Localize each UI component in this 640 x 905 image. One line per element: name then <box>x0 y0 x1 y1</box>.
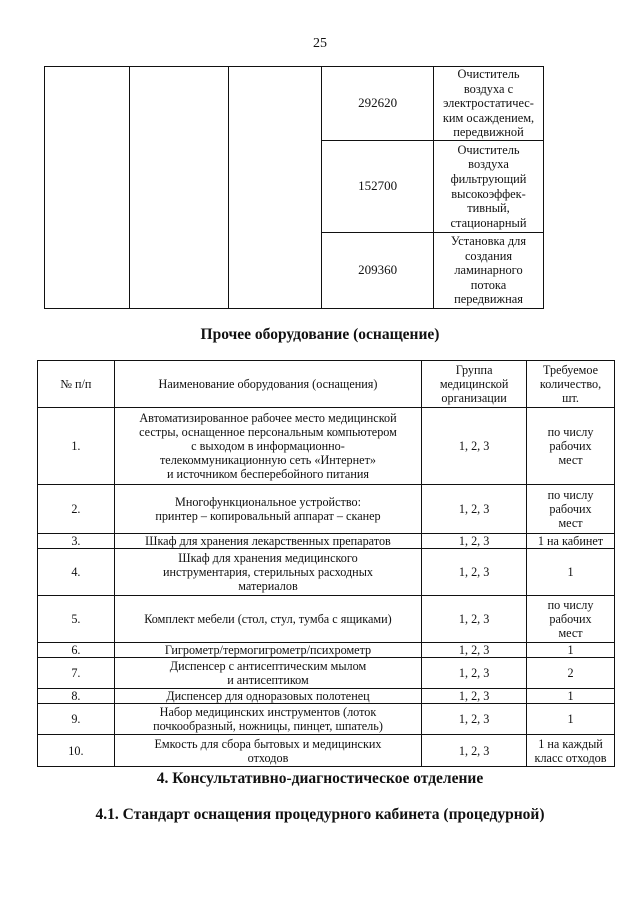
equipment-code: 209360 <box>322 233 434 309</box>
table-row <box>38 658 615 689</box>
row-num: 7. <box>38 658 115 689</box>
equipment-code: 152700 <box>322 141 434 233</box>
page-number: 25 <box>313 36 327 51</box>
row-group: 1, 2, 3 <box>422 735 527 767</box>
header-name: Наименование оборудования (оснащения) <box>114 361 421 408</box>
row-num: 10. <box>38 735 115 767</box>
row-num: 5. <box>38 596 115 643</box>
row-group: 1, 2, 3 <box>422 549 527 596</box>
row-group: 1, 2, 3 <box>422 689 527 704</box>
equipment-name: Очиститель воздуха с электростатичес- ким осаждением, передвижной <box>434 67 544 141</box>
other-equipment-table <box>37 360 615 767</box>
row-name: Автоматизированное рабочее место медицинской сестры, оснащенное персональным компьютером с выходом в информационно- телекоммуникационную сеть «Интернет» и источником бесперебойного питания <box>114 408 421 485</box>
row-name: Емкость для сбора бытовых и медицинских отходов <box>114 735 421 767</box>
row-name: Набор медицинских инструментов (лоток почкообразный, ножницы, пинцет, шпатель) <box>114 704 421 735</box>
table-row <box>38 534 615 549</box>
equipment-name: Установка для создания ламинарного потока передвижная <box>434 233 544 309</box>
row-qty: 1 на кабинет <box>527 534 615 549</box>
row-num: 2. <box>38 485 115 534</box>
table-row <box>38 643 615 658</box>
row-qty: 1 <box>527 643 615 658</box>
equipment-continuation-table <box>44 66 544 309</box>
row-group: 1, 2, 3 <box>422 485 527 534</box>
table-row <box>38 735 615 767</box>
row-qty: 1 <box>527 704 615 735</box>
empty-cell <box>129 67 229 309</box>
row-name: Многофункциональное устройство: принтер – копировальный аппарат – сканер <box>114 485 421 534</box>
row-qty: 1 <box>527 689 615 704</box>
row-qty: 1 на каждый класс отходов <box>527 735 615 767</box>
section-title-consultative: 4. Консультативно-диагностическое отделение <box>156 770 484 787</box>
section-title-procedure-room: 4.1. Стандарт оснащения процедурного кабинета (процедурной) <box>95 806 545 823</box>
row-qty: 2 <box>527 658 615 689</box>
row-num: 4. <box>38 549 115 596</box>
equipment-code: 292620 <box>322 67 434 141</box>
row-name: Диспенсер с антисептическим мылом и антисептиком <box>114 658 421 689</box>
row-num: 3. <box>38 534 115 549</box>
empty-cell <box>45 67 130 309</box>
row-qty: по числу рабочих мест <box>527 408 615 485</box>
table-row <box>38 408 615 485</box>
row-num: 8. <box>38 689 115 704</box>
row-qty: по числу рабочих мест <box>527 485 615 534</box>
table-row <box>38 485 615 534</box>
header-num: № п/п <box>38 361 115 408</box>
section-title-other-equipment: Прочее оборудование (оснащение) <box>200 326 440 343</box>
row-group: 1, 2, 3 <box>422 596 527 643</box>
table-row <box>38 704 615 735</box>
row-group: 1, 2, 3 <box>422 408 527 485</box>
row-name: Диспенсер для одноразовых полотенец <box>114 689 421 704</box>
row-group: 1, 2, 3 <box>422 534 527 549</box>
row-group: 1, 2, 3 <box>422 643 527 658</box>
table-row <box>38 689 615 704</box>
table-header-row <box>38 361 615 408</box>
table-row <box>38 549 615 596</box>
row-name: Гигрометр/термогигрометр/психрометр <box>114 643 421 658</box>
header-group: Группа медицинской организации <box>422 361 527 408</box>
row-qty: по числу рабочих мест <box>527 596 615 643</box>
row-name: Шкаф для хранения лекарственных препаратов <box>114 534 421 549</box>
row-qty: 1 <box>527 549 615 596</box>
header-qty: Требуемое количество, шт. <box>527 361 615 408</box>
row-group: 1, 2, 3 <box>422 658 527 689</box>
row-num: 6. <box>38 643 115 658</box>
row-num: 1. <box>38 408 115 485</box>
equipment-name: Очиститель воздуха фильтрующий высокоэффек- тивный, стационарный <box>434 141 544 233</box>
table-row <box>45 67 544 141</box>
row-name: Шкаф для хранения медицинского инструментария, стерильных расходных материалов <box>114 549 421 596</box>
empty-cell <box>229 67 322 309</box>
table-row <box>38 596 615 643</box>
row-name: Комплект мебели (стол, стул, тумба с ящиками) <box>114 596 421 643</box>
row-group: 1, 2, 3 <box>422 704 527 735</box>
row-num: 9. <box>38 704 115 735</box>
